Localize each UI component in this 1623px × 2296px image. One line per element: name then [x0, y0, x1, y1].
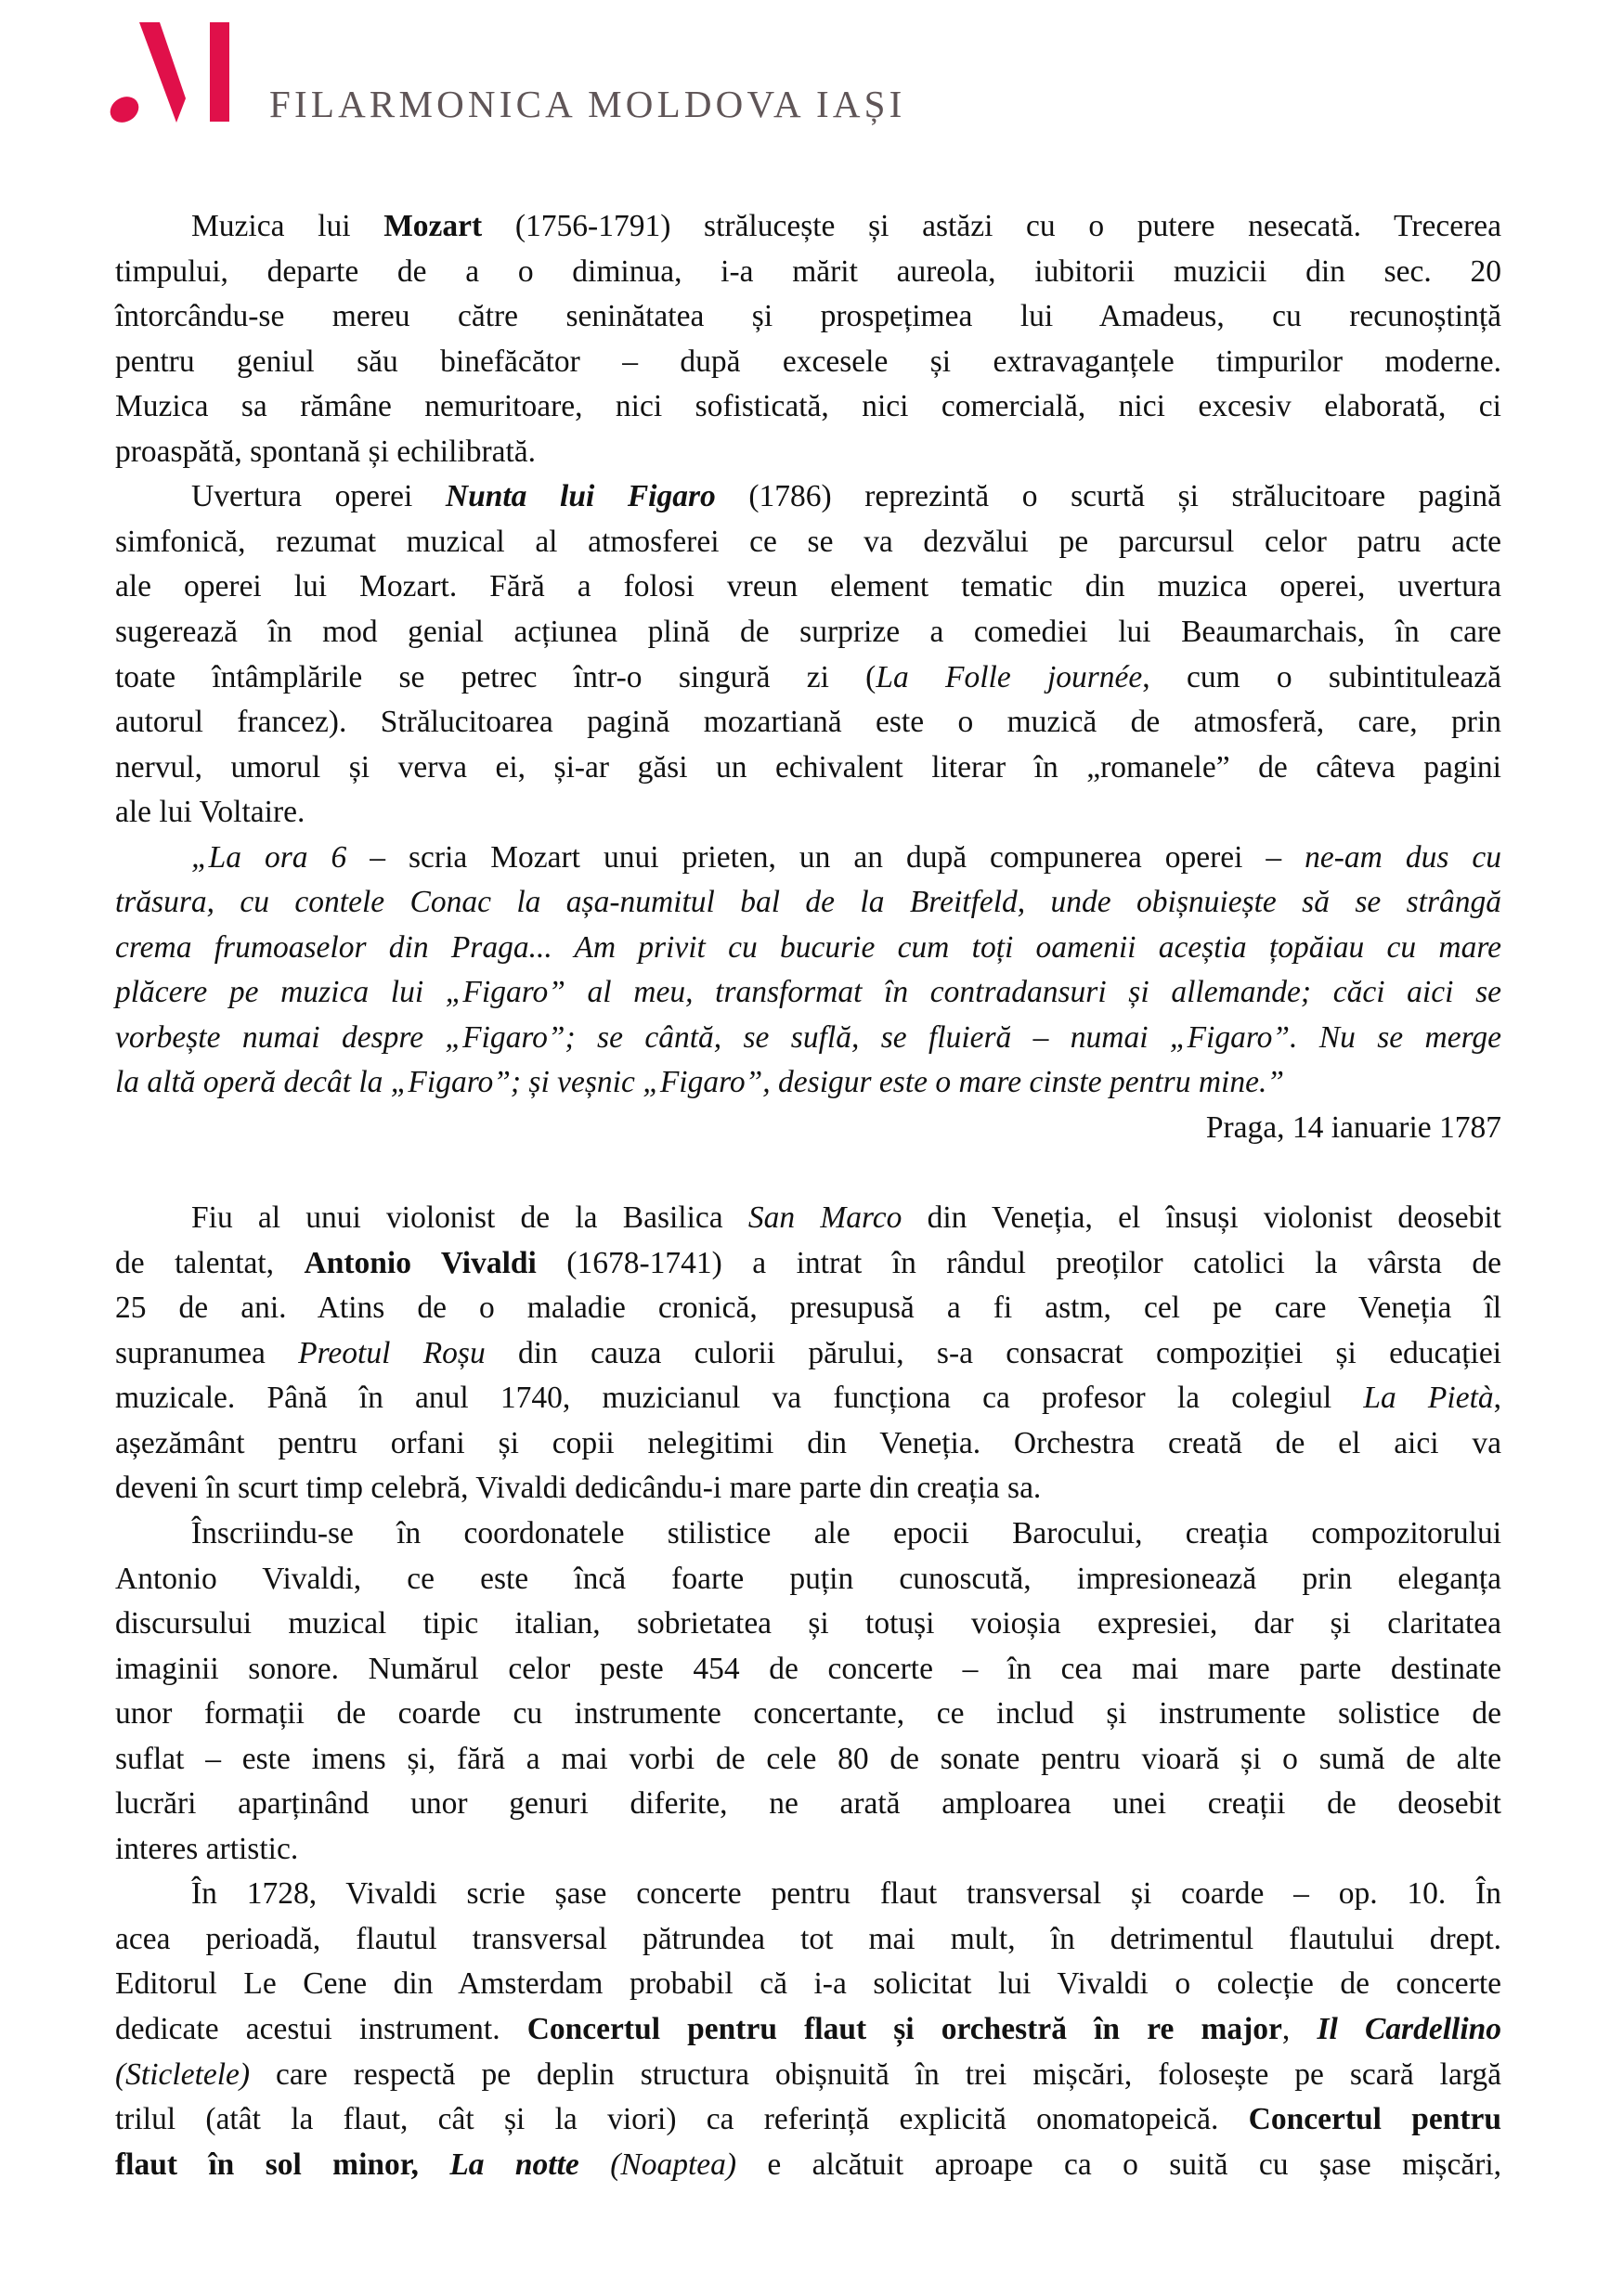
text-line	[115, 1782, 1501, 1826]
emphasis-text: la altă operă decât la „Figaro”; și veșnic „Figaro”, desigur este o mare cinste pentru mine.”	[115, 1065, 1284, 1100]
text-line	[115, 2007, 1501, 2052]
text-line	[115, 610, 1501, 655]
emphasis-text: Concertul pentru	[1248, 2102, 1501, 2137]
text-run: acea perioadă, flautul transversal pătrundea tot mai mult, în detrimentul flautului drept.	[115, 1921, 1501, 1956]
text-run: Antonio Vivaldi, ce este încă foarte puțin cunoscută, impresionează prin eleganța	[115, 1561, 1501, 1596]
text-line	[115, 564, 1501, 609]
text-line	[191, 1872, 1501, 1916]
text-run: Editorul Le Cene din Amsterdam probabil că i-a solicitat lui Vivaldi o colecție de concerte	[115, 1966, 1501, 2002]
text-line	[191, 1511, 1501, 1556]
emphasis-text: vorbește numai despre „Figaro”; se cântă, se suflă, se fluieră – numai „Figaro”. Nu se merge	[115, 1019, 1501, 1055]
text-run: simfonică, rezumat muzical al atmosferei ce se va dezvălui pe parcursul celor patru acte	[115, 524, 1501, 559]
emphasis-text: Antonio Vivaldi	[304, 1245, 537, 1280]
text-run: – scria Mozart unui prieten, un an după compunerea operei –	[346, 839, 1305, 875]
text-line	[115, 250, 1501, 294]
text-run: suflat – este imens și, fără a mai vorbi de cele 80 de sonate pentru vioară și o sumă de alte	[115, 1741, 1501, 1776]
text-line	[115, 655, 1501, 700]
emphasis-text: (Sticletele)	[115, 2056, 251, 2092]
logo-vertical-bar	[210, 22, 229, 122]
text-line	[115, 1421, 1501, 1466]
text-line	[115, 2143, 1501, 2187]
text-run: autorul francez). Strălucitoarea pagină mozartiană este o muzică de atmosferă, care, prin	[115, 705, 1501, 740]
text-line	[115, 700, 1501, 745]
emphasis-text: La Folle journée	[876, 659, 1143, 694]
text-run: În 1728, Vivaldi scrie șase concerte pentru flaut transversal și coarde – op. 10. În	[191, 1876, 1501, 1912]
text-line	[115, 340, 1501, 384]
text-line	[115, 2053, 1501, 2097]
text-run: Uvertura operei	[191, 479, 446, 514]
text-line	[115, 294, 1501, 339]
logo-diagonal-stroke	[139, 22, 186, 123]
text-run: nervul, umorul și verva ei, și-ar găsi un echivalent literar în „romanele” de câteva pagini	[115, 749, 1501, 785]
text-run: din Veneția, el însuși violonist deosebit	[902, 1200, 1501, 1236]
text-run: Muzica sa rămâne nemuritoare, nici sofisticată, nici comercială, nici excesiv elaborată, ci	[115, 389, 1501, 424]
text-line	[115, 1286, 1501, 1330]
text-line	[191, 836, 1501, 880]
text-line	[115, 384, 1501, 429]
text-line	[115, 430, 1501, 474]
text-line	[115, 880, 1501, 925]
text-run	[419, 2147, 449, 2182]
text-run: e alcătuit aproape ca o suită cu șase mișcări,	[736, 2147, 1502, 2182]
text-run: ,	[1281, 2012, 1318, 2046]
text-line	[115, 1602, 1501, 1646]
emphasis-text: (Noaptea)	[610, 2147, 737, 2182]
text-run: timpului, departe de a o diminua, i-a mărit aureola, iubitorii muzicii din sec. 20	[115, 253, 1501, 289]
text-line	[115, 1060, 1501, 1105]
text-line	[115, 970, 1501, 1015]
emphasis-text: La Pietà	[1363, 1381, 1494, 1416]
text-run: toate întâmplările se petrec într-o singură zi (	[115, 659, 876, 694]
text-run: ale lui Voltaire.	[115, 795, 305, 830]
text-run: pentru geniul său binefăcător – după excesele și extravaganțele timpurilor moderne.	[115, 344, 1501, 379]
text-run: discursului muzical tipic italian, sobrietatea și totuși voioșia expresiei, dar și claritatea	[115, 1606, 1501, 1641]
text-line	[191, 1196, 1501, 1240]
text-line	[115, 1016, 1501, 1060]
text-line	[115, 1962, 1501, 2006]
text-run: din cauza culorii părului, s-a consacrat compoziției și educației	[485, 1335, 1502, 1370]
emphasis-text: Il Cardellino	[1317, 2012, 1502, 2046]
brand-title: FILARMONICA MOLDOVA IAȘI	[269, 83, 906, 125]
text-run: dedicate acestui instrument.	[115, 2012, 527, 2046]
text-run: lucrări aparținând unor genuri diferite, ne arată amploarea unei creații de deosebit	[115, 1786, 1501, 1822]
emphasis-text: flaut în sol minor,	[115, 2147, 419, 2182]
text-run: Fiu al unui violonist de la Basilica	[191, 1200, 748, 1236]
text-run: (1756-1791) strălucește și astăzi cu o putere nesecată. Trecerea	[482, 209, 1501, 243]
text-run: 25 de ani. Atins de o maladie cronică, presupusă a fi astm, cel pe care Veneția îl	[115, 1291, 1501, 1326]
text-line	[115, 1692, 1501, 1736]
emphasis-text: crema frumoaselor din Praga... Am privit cu bucurie cum toți oamenii aceștia țopăiau cu mare	[115, 929, 1501, 965]
emphasis-text: plăcere pe muzica lui „Figaro” al meu, transformat în contradansuri și allemande; căci aici se	[115, 975, 1501, 1010]
text-line	[115, 746, 1501, 790]
text-run: sugerează în mod genial acțiunea plină de surprize a comediei lui Beaumarchais, în care	[115, 614, 1501, 649]
text-line	[115, 1737, 1501, 1782]
emphasis-text: Nunta lui Figaro	[445, 479, 716, 514]
text-line	[115, 1376, 1501, 1420]
text-run: imaginii sonore. Numărul celor peste 454 de concerte – în cea mai mare parte destinate	[115, 1651, 1501, 1686]
text-line	[115, 520, 1501, 564]
text-run	[579, 2147, 610, 2182]
filarmonica-m-logo-icon	[102, 14, 241, 130]
text-run: unor formații de coarde cu instrumente concertante, ce includ și instrumente solistice de	[115, 1696, 1501, 1732]
text-line	[115, 1106, 1501, 1150]
text-run: trilul (atât la flaut, cât și la viori) ca referință explicită onomatopeică.	[115, 2102, 1249, 2137]
text-run: , cum o subintitulează	[1142, 659, 1501, 694]
text-run: supranumea	[115, 1335, 299, 1370]
text-line	[115, 1917, 1501, 1962]
emphasis-text: Mozart	[383, 209, 483, 243]
text-run: ,	[1493, 1381, 1501, 1416]
emphasis-text: Preotul Roșu	[298, 1335, 486, 1370]
emphasis-text: „La ora 6	[191, 839, 347, 875]
text-run: întorcându-se mereu către seninătatea și prospețimea lui Amadeus, cu recunoștință	[115, 299, 1501, 334]
text-run: ale operei lui Mozart. Fără a folosi vreun element tematic din muzica operei, uvertura	[115, 569, 1501, 604]
text-line	[115, 1827, 1501, 1872]
text-line	[115, 926, 1501, 970]
text-line	[115, 1241, 1501, 1286]
emphasis-text: San Marco	[747, 1200, 902, 1236]
text-line	[115, 1331, 1501, 1376]
text-line	[115, 790, 1501, 835]
text-line	[115, 2097, 1501, 2142]
text-line	[115, 1647, 1501, 1692]
text-run: Muzica lui	[191, 209, 384, 243]
text-line	[115, 1466, 1501, 1511]
emphasis-text: Concertul pentru flaut și orchestră în re major	[526, 2012, 1282, 2046]
emphasis-text: La notte	[449, 2147, 579, 2182]
text-run: care respectă pe deplin structura obișnuită în trei mișcări, folosește pe scară largă	[250, 2056, 1501, 2092]
text-run: așezământ pentru orfani și copii nelegitimi din Veneția. Orchestra creată de el aici va	[115, 1425, 1501, 1460]
text-run: de talentat,	[115, 1245, 305, 1280]
text-run: deveni în scurt timp celebră, Vivaldi dedicându-i mare parte din creația sa.	[115, 1471, 1042, 1506]
text-run: interes artistic.	[115, 1831, 299, 1866]
text-run: Praga, 14 ianuarie 1787	[1205, 1110, 1501, 1145]
emphasis-text: trăsura, cu contele Conac la așa-numitul bal de la Breitfeld, unde obișnuiește să se strângă	[115, 885, 1501, 920]
text-run: (1678-1741) a intrat în rândul preoților catolici la vârsta de	[536, 1245, 1501, 1280]
logo-dot	[106, 92, 144, 128]
text-line	[191, 204, 1501, 249]
text-line	[191, 474, 1501, 519]
emphasis-text: ne-am dus cu	[1305, 839, 1501, 875]
text-run: muzicale. Până în anul 1740, muzicianul va funcționa ca profesor la colegiul	[115, 1381, 1364, 1416]
text-run: (1786) reprezintă o scurtă și strălucitoare pagină	[715, 479, 1501, 514]
text-run: proaspătă, spontană și echilibrată.	[115, 434, 537, 469]
text-line	[115, 1557, 1501, 1602]
text-run: Înscriindu-se în coordonatele stilistice ale epocii Barocului, creația compozitorului	[191, 1515, 1501, 1550]
